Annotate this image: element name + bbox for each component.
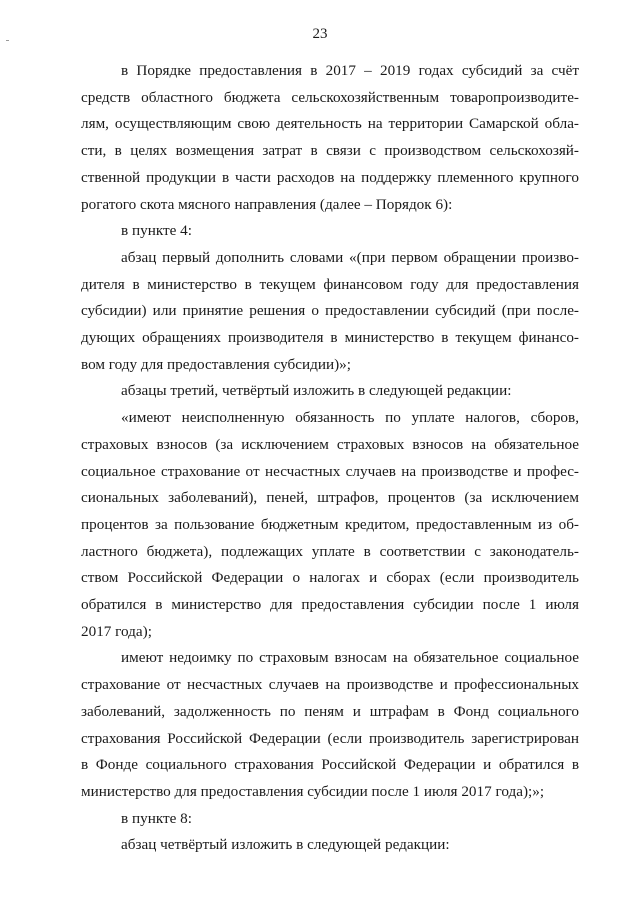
text-line: рогатого скота мясного направления (далее – Порядок 6):: [81, 195, 453, 213]
text-line: абзац первый дополнить словами «(при первом обращении произво-: [121, 248, 579, 266]
text-line: абзац четвёртый изложить в следующей редакции:: [121, 836, 450, 854]
document-body: [81, 58, 579, 859]
text-line: абзацы третий, четвёртый изложить в следующей редакции:: [121, 382, 512, 400]
text-line: лям, осуществляющим свою деятельность на территории Самарской обла-: [81, 115, 579, 133]
paragraph-5: [81, 405, 579, 645]
paragraph-4: [81, 378, 579, 405]
page-number: 23: [312, 26, 328, 42]
text-line: средств областного бюджета сельскохозяйственным товаропроизводите-: [81, 88, 579, 106]
text-line: обратился в министерство для предоставления субсидии после 1 июля: [81, 596, 579, 614]
text-line: страхования Российской Федерации (если производитель зарегистрирован: [81, 729, 579, 747]
paragraph-6: [81, 645, 579, 805]
paragraph-7: [81, 806, 579, 833]
text-line: 2017 года);: [81, 622, 152, 640]
text-line: ственной продукции в части расходов на поддержку племенного крупного: [81, 168, 579, 186]
text-line: дующих обращениях производителя в министерство в текущем финансо-: [81, 329, 579, 347]
text-line: ством Российской Федерации о налогах и сборах (если производитель: [81, 569, 579, 587]
text-line: страховых взносов (за исключением страховых взносов на обязательное: [81, 435, 579, 453]
text-line: «имеют неисполненную обязанность по уплате налогов, сборов,: [121, 409, 579, 427]
text-line: имеют недоимку по страховым взносам на обязательное социальное: [121, 649, 579, 667]
text-line: страхование от несчастных случаев на производстве и профессиональных: [81, 676, 579, 694]
scan-artifact: [6, 40, 9, 41]
text-line: в Порядке предоставления в 2017 – 2019 годах субсидий за счёт: [121, 62, 579, 79]
text-line: сиональных заболеваний), пеней, штрафов, процентов (за исключением: [81, 489, 579, 507]
text-line: вом году для предоставления субсидии)»;: [81, 355, 351, 373]
text-line: заболеваний, задолженность по пеням и штрафам в Фонд социального: [81, 702, 579, 720]
paragraph-1: [81, 58, 579, 218]
text-line: социальное страхование от несчастных случаев на производстве и профес-: [81, 462, 579, 480]
text-line: субсидии) или принятие решения о предоставлении субсидий (при после-: [81, 302, 579, 320]
paragraph-8: [81, 832, 579, 859]
text-line: в пункте 8:: [121, 809, 192, 827]
text-line: сти, в целях возмещения затрат в связи с производством сельскохозяй-: [81, 142, 579, 160]
paragraph-3: [81, 245, 579, 379]
text-line: в пункте 4:: [121, 222, 192, 240]
text-line: дителя в министерство в текущем финансовом году для предоставления: [81, 275, 579, 293]
text-line: процентов за пользование бюджетным кредитом, предоставленным из об-: [81, 515, 579, 533]
text-line: в Фонде социального страхования Российской Федерации и обратился в: [81, 756, 579, 774]
text-line: министерство для предоставления субсидии после 1 июля 2017 года);»;: [81, 782, 545, 800]
text-line: ластного бюджета), подлежащих уплате в соответствии с законодатель-: [81, 542, 579, 560]
paragraph-2: [81, 218, 579, 245]
